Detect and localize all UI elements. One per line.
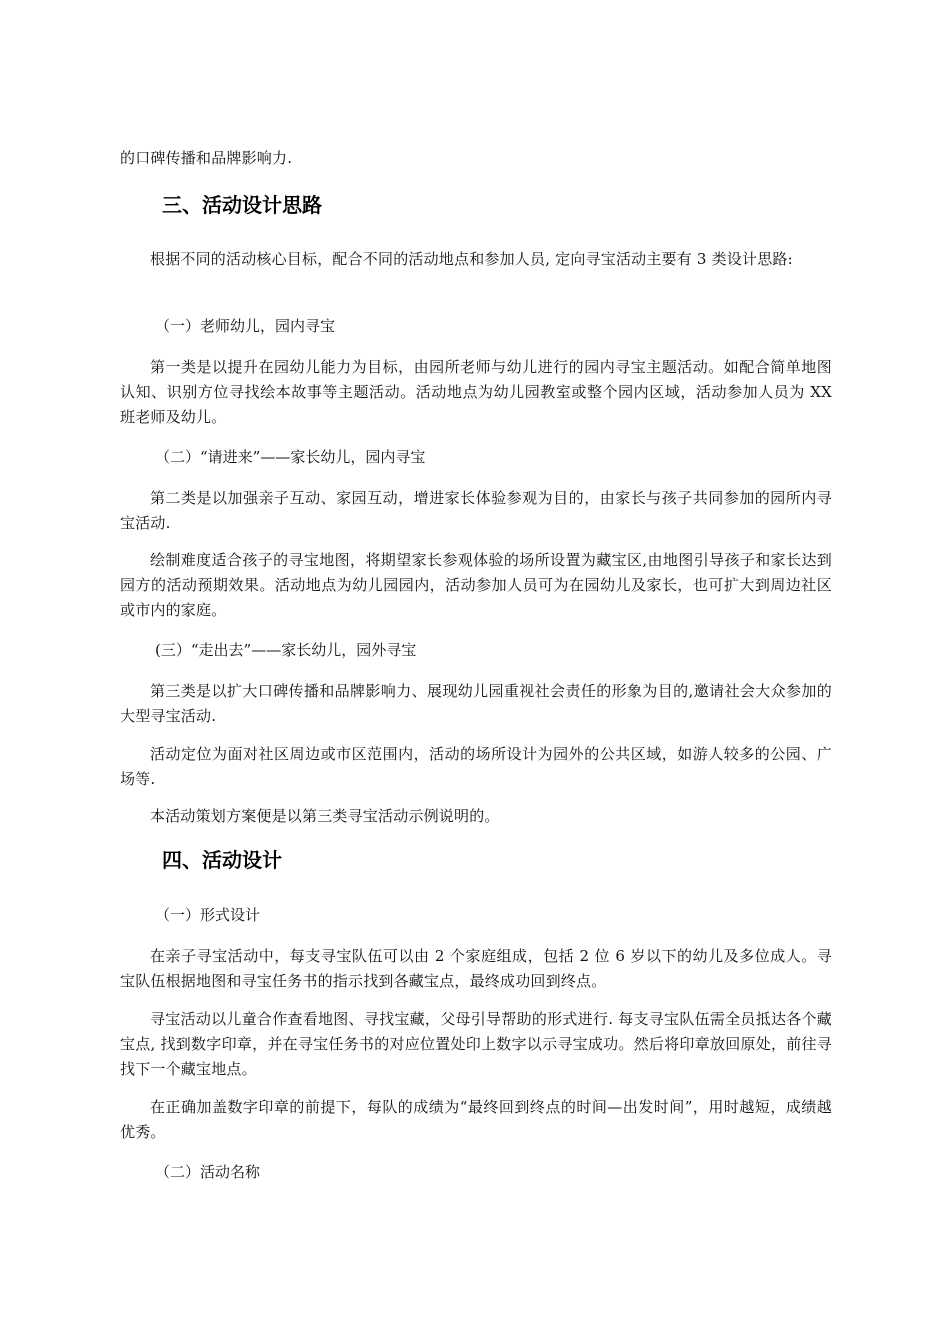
type-1-subheading: （一）老师幼儿，园内寻宝 bbox=[155, 317, 336, 335]
type-1-paragraph: 第一类是以提升在园幼儿能力为目标，由园所老师与幼儿进行的园内寻宝主题活动。如配合简单地图认知、识别方位寻找绘本故事等主题活动。活动地点为幼儿园教室或整个园内区域，活动参加人员为 XX 班老师及幼儿。 bbox=[120, 358, 832, 426]
continuation-text: 的口碑传播和品牌影响力. bbox=[120, 149, 293, 167]
form-design-subheading: （一）形式设计 bbox=[155, 906, 261, 924]
form-design-paragraph-1: 在亲子寻宝活动中，每支寻宝队伍可以由 2 个家庭组成，包括 2 位 6 岁以下的幼儿及多位成人。寻宝队伍根据地图和寻宝任务书的指示找到各藏宝点，最终成功回到终点。 bbox=[120, 947, 832, 990]
type-2-paragraph-2: 绘制难度适合孩子的寻宝地图，将期望家长参观体验的场所设置为藏宝区,由地图引导孩子和家长达到园方的活动预期效果。活动地点为幼儿园园内，活动参加人员可为在园幼儿及家长，也可扩大到周边社区或市内的家庭。 bbox=[120, 551, 832, 619]
type-3-paragraph-1: 第三类是以扩大口碑传播和品牌影响力、展现幼儿园重视社会责任的形象为目的,邀请社会大众参加的大型寻宝活动. bbox=[120, 682, 832, 725]
type-3-paragraph-3: 本活动策划方案便是以第三类寻宝活动示例说明的。 bbox=[150, 807, 500, 825]
section-3-heading: 三、活动设计思路 bbox=[162, 193, 322, 217]
form-design-paragraph-3: 在正确加盖数字印章的前提下，每队的成绩为“最终回到终点的时间—出发时间”，用时越短，成绩越优秀。 bbox=[120, 1098, 832, 1141]
type-3-paragraph-2: 活动定位为面对社区周边或市区范围内，活动的场所设计为园外的公共区域，如游人较多的公园、广场等. bbox=[120, 745, 832, 788]
type-2-subheading: （二）“请进来”——家长幼儿，园内寻宝 bbox=[155, 448, 426, 466]
form-design-paragraph-2: 寻宝活动以儿童合作查看地图、寻找宝藏，父母引导帮助的形式进行. 每支寻宝队伍需全员抵达各个藏宝点, 找到数字印章，并在寻宝任务书的对应位置处印上数字以示寻宝成功。然后将印章放回原处，前往寻找下一个藏宝地点。 bbox=[120, 1010, 832, 1078]
activity-name-subheading: （二）活动名称 bbox=[155, 1163, 261, 1181]
section-3-intro: 根据不同的活动核心目标，配合不同的活动地点和参加人员, 定向寻宝活动主要有 3 类设计思路: bbox=[150, 250, 793, 268]
section-4-heading: 四、活动设计 bbox=[162, 848, 282, 872]
type-2-paragraph-1: 第二类是以加强亲子互动、家园互动，增进家长体验参观为目的，由家长与孩子共同参加的园所内寻宝活动. bbox=[120, 489, 832, 532]
type-3-subheading: (三）“走出去”——家长幼儿，园外寻宝 bbox=[155, 641, 417, 659]
